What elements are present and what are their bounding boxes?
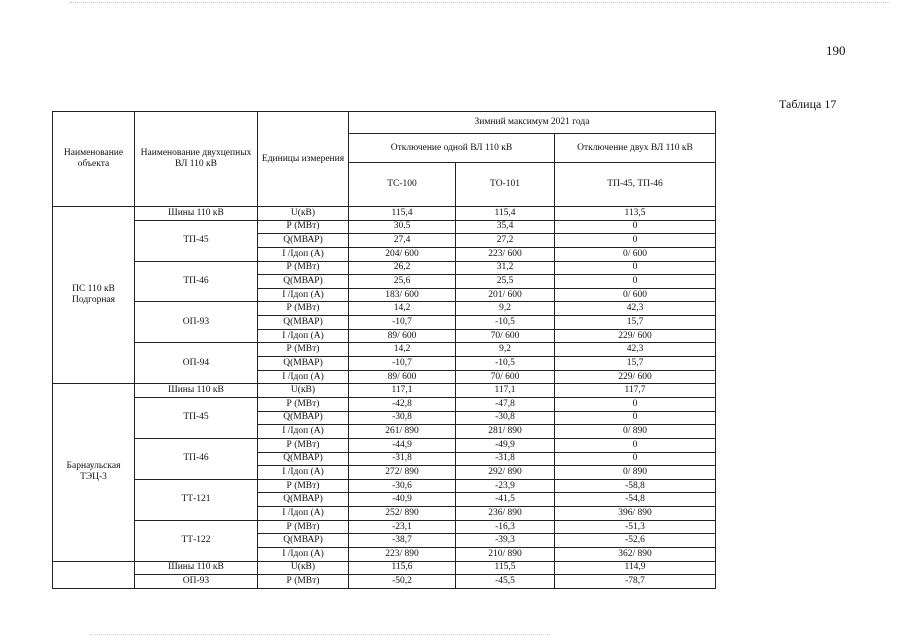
value-tp45-tp46-cell: 15,7 [555,316,716,330]
line-name-cell: ТП-45 [135,397,258,438]
value-tp45-tp46-cell: -54,8 [555,493,716,507]
value-to101-cell: -31,8 [456,452,555,466]
scan-bottom-edge [90,634,550,635]
value-to101-cell: -10,5 [456,316,555,330]
value-ts100-cell: -31,8 [349,452,456,466]
value-ts100-cell: 115,6 [349,561,456,575]
value-tp45-tp46-cell: 114,9 [555,561,716,575]
value-tp45-tp46-cell: -78,7 [555,575,716,589]
table-row [53,261,716,275]
value-tp45-tp46-cell: 113,5 [555,207,716,221]
line-name-cell: Шины 110 кВ [135,384,258,398]
page-number: 190 [826,43,846,58]
value-ts100-cell: 14,2 [349,343,456,357]
value-tp45-tp46-cell: 15,7 [555,357,716,371]
unit-cell: I /Iдоп (А) [258,329,349,343]
value-to101-cell: 223/ 600 [456,247,555,261]
value-to101-cell: 115,5 [456,561,555,575]
value-tp45-tp46-cell: 0 [555,438,716,452]
value-ts100-cell: 26,2 [349,261,456,275]
table-row [53,561,716,575]
object-name-cell [53,561,135,588]
header-col-ts100: ТС-100 [349,163,456,207]
value-to101-cell: 9,2 [456,302,555,316]
scan-top-edge [70,2,890,3]
table-row [53,207,716,221]
line-name-cell: Шины 110 кВ [135,561,258,575]
header-season: Зимний максимум 2021 года [349,112,716,134]
unit-cell: Q(МВАР) [258,534,349,548]
value-tp45-tp46-cell: 396/ 890 [555,507,716,521]
header-col-tp45-tp46: ТП-45, ТП-46 [555,163,716,207]
value-to101-cell: -45,5 [456,575,555,589]
line-name-cell: ТТ-122 [135,520,258,561]
value-ts100-cell: -50,2 [349,575,456,589]
value-to101-cell: -23,9 [456,479,555,493]
value-to101-cell: -30,8 [456,411,555,425]
value-to101-cell: 27,2 [456,234,555,248]
value-tp45-tp46-cell: 42,3 [555,302,716,316]
table-row [53,479,716,493]
value-to101-cell: 9,2 [456,343,555,357]
unit-cell: Р (МВт) [258,302,349,316]
value-tp45-tp46-cell: 0/ 890 [555,425,716,439]
value-to101-cell: 115,4 [456,207,555,221]
object-name-cell: ПС 110 кВ Подгорная [53,207,135,384]
unit-cell: Р (МВт) [258,220,349,234]
unit-cell: U(кВ) [258,384,349,398]
value-ts100-cell: -23,1 [349,520,456,534]
value-tp45-tp46-cell: 0/ 890 [555,466,716,480]
value-ts100-cell: 183/ 600 [349,288,456,302]
value-tp45-tp46-cell: 0 [555,275,716,289]
unit-cell: Р (МВт) [258,343,349,357]
value-to101-cell: 70/ 600 [456,329,555,343]
unit-cell: I /Iдоп (А) [258,288,349,302]
value-tp45-tp46-cell: 0 [555,411,716,425]
unit-cell: Q(МВАР) [258,452,349,466]
value-to101-cell: 281/ 890 [456,425,555,439]
unit-cell: Q(МВАР) [258,357,349,371]
value-to101-cell: 117,1 [456,384,555,398]
value-to101-cell: 201/ 600 [456,288,555,302]
unit-cell: U(кВ) [258,207,349,221]
value-ts100-cell: 252/ 890 [349,507,456,521]
value-tp45-tp46-cell: 0 [555,452,716,466]
unit-cell: I /Iдоп (А) [258,507,349,521]
line-name-cell: ОП-94 [135,343,258,384]
table-row [53,343,716,357]
value-tp45-tp46-cell: 0/ 600 [555,247,716,261]
header-double-outage: Отключение двух ВЛ 110 кВ [555,134,716,163]
value-to101-cell: -39,3 [456,534,555,548]
value-ts100-cell: 89/ 600 [349,370,456,384]
header-object: Наименование объекта [53,112,135,207]
value-ts100-cell: 115,4 [349,207,456,221]
value-ts100-cell: 204/ 600 [349,247,456,261]
value-to101-cell: 31,2 [456,261,555,275]
unit-cell: Q(МВАР) [258,275,349,289]
table-body [53,207,716,589]
value-to101-cell: 70/ 600 [456,370,555,384]
value-to101-cell: -41,5 [456,493,555,507]
unit-cell: Q(МВАР) [258,234,349,248]
unit-cell: Q(МВАР) [258,411,349,425]
value-to101-cell: -49,9 [456,438,555,452]
value-tp45-tp46-cell: 117,7 [555,384,716,398]
unit-cell: Q(МВАР) [258,493,349,507]
line-name-cell: ТП-45 [135,220,258,261]
line-name-cell: ОП-93 [135,302,258,343]
table-row [53,520,716,534]
value-ts100-cell: 117,1 [349,384,456,398]
value-ts100-cell: 25,6 [349,275,456,289]
value-to101-cell: 210/ 890 [456,548,555,562]
line-name-cell: ТП-46 [135,438,258,479]
header-col-to101: ТО-101 [456,163,555,207]
value-ts100-cell: -30,6 [349,479,456,493]
table-row [53,397,716,411]
value-to101-cell: 25,5 [456,275,555,289]
value-tp45-tp46-cell: 0 [555,234,716,248]
unit-cell: I /Iдоп (А) [258,466,349,480]
value-tp45-tp46-cell: 229/ 600 [555,329,716,343]
value-tp45-tp46-cell: 229/ 600 [555,370,716,384]
value-ts100-cell: -38,7 [349,534,456,548]
value-to101-cell: -10,5 [456,357,555,371]
value-ts100-cell: -10,7 [349,357,456,371]
value-ts100-cell: 272/ 890 [349,466,456,480]
header-line: Наименование двухцепных ВЛ 110 кВ [135,112,258,207]
value-ts100-cell: -30,8 [349,411,456,425]
value-tp45-tp46-cell: 42,3 [555,343,716,357]
table-caption: Таблица 17 [779,97,837,111]
value-tp45-tp46-cell: -51,3 [555,520,716,534]
unit-cell: Р (МВт) [258,397,349,411]
value-ts100-cell: 27,4 [349,234,456,248]
table-row [53,575,716,589]
value-tp45-tp46-cell: 0 [555,397,716,411]
unit-cell: I /Iдоп (А) [258,247,349,261]
value-tp45-tp46-cell: 362/ 890 [555,548,716,562]
unit-cell: U(кВ) [258,561,349,575]
header-unit: Единицы измерения [258,112,349,207]
line-name-cell: ТТ-121 [135,479,258,520]
value-tp45-tp46-cell: 0/ 600 [555,288,716,302]
unit-cell: Р (МВт) [258,261,349,275]
value-ts100-cell: -40,9 [349,493,456,507]
value-ts100-cell: -44,9 [349,438,456,452]
value-ts100-cell: -10,7 [349,316,456,330]
value-tp45-tp46-cell: -58,8 [555,479,716,493]
value-tp45-tp46-cell: 0 [555,220,716,234]
unit-cell: Р (МВт) [258,438,349,452]
value-ts100-cell: 89/ 600 [349,329,456,343]
value-to101-cell: -16,3 [456,520,555,534]
value-ts100-cell: 30.5 [349,220,456,234]
value-to101-cell: 35,4 [456,220,555,234]
unit-cell: I /Iдоп (А) [258,548,349,562]
header-single-outage: Отключение одной ВЛ 110 кВ [349,134,555,163]
value-ts100-cell: 14,2 [349,302,456,316]
value-ts100-cell: 261/ 890 [349,425,456,439]
value-to101-cell: 236/ 890 [456,507,555,521]
value-ts100-cell: -42,8 [349,397,456,411]
unit-cell: Q(МВАР) [258,316,349,330]
unit-cell: I /Iдоп (А) [258,425,349,439]
value-to101-cell: -47,8 [456,397,555,411]
line-name-cell: ТП-46 [135,261,258,302]
line-name-cell: Шины 110 кВ [135,207,258,221]
table-row [53,384,716,398]
value-tp45-tp46-cell: -52,6 [555,534,716,548]
table-row [53,302,716,316]
value-tp45-tp46-cell: 0 [555,261,716,275]
unit-cell: Р (МВт) [258,575,349,589]
table-row [53,220,716,234]
object-name-cell: Барнаульская ТЭЦ-3 [53,384,135,561]
value-to101-cell: 292/ 890 [456,466,555,480]
unit-cell: Р (МВт) [258,520,349,534]
table-row [53,438,716,452]
value-ts100-cell: 223/ 890 [349,548,456,562]
unit-cell: I /Iдоп (А) [258,370,349,384]
line-name-cell: ОП-93 [135,575,258,589]
unit-cell: Р (МВт) [258,479,349,493]
data-table [52,111,716,589]
